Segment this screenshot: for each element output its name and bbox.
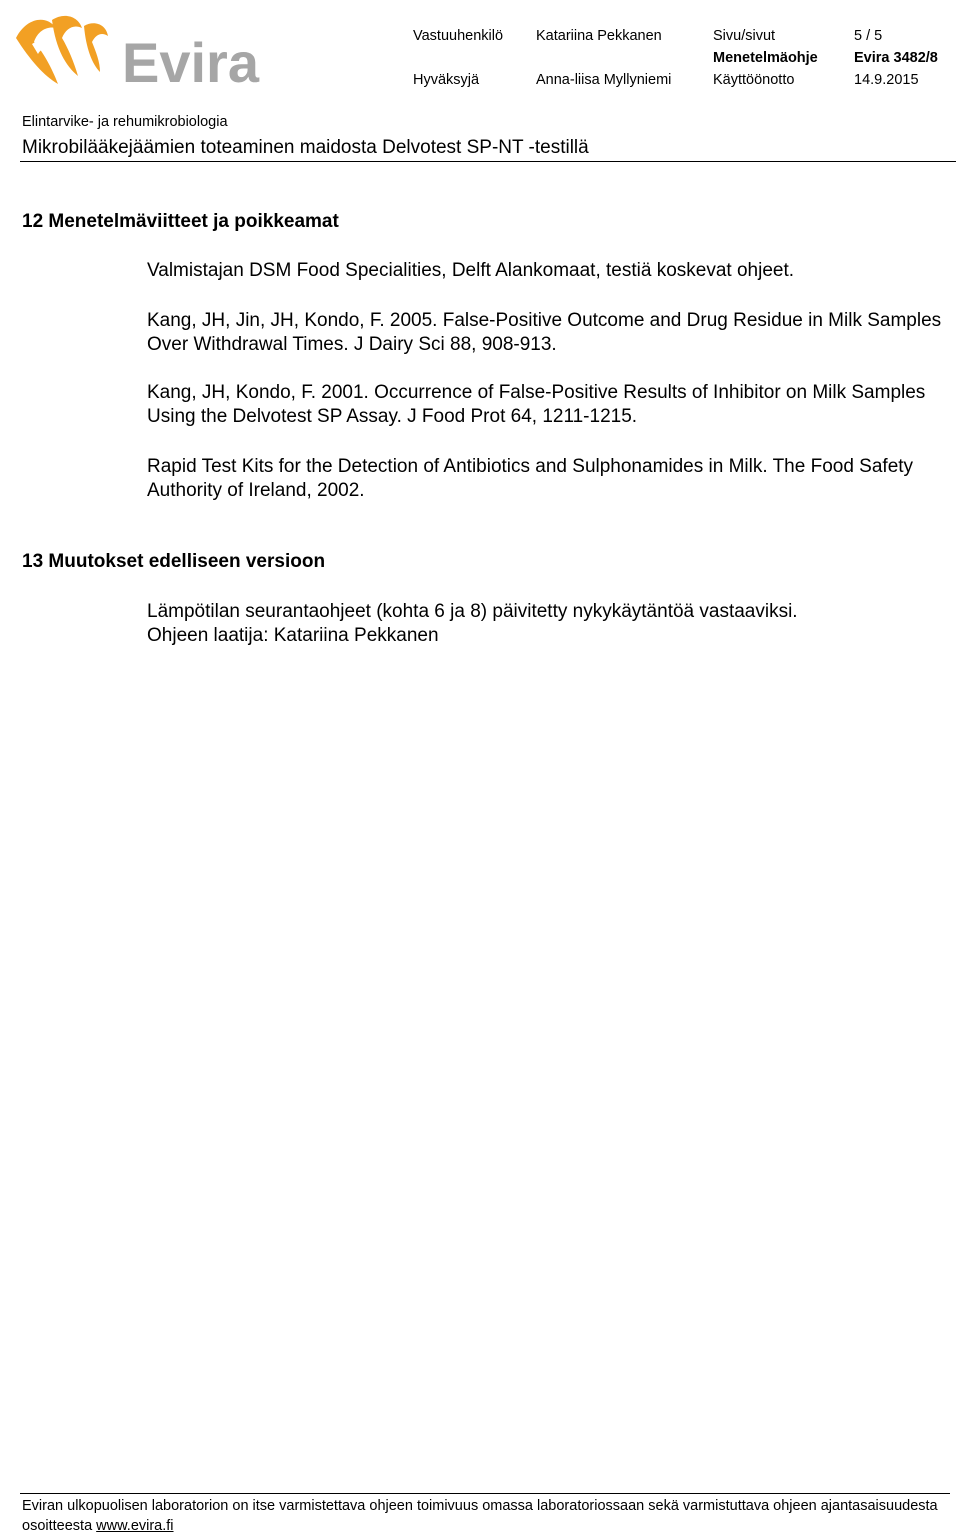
document-title: Mikrobilääkejäämien toteaminen maidosta Delvotest SP-NT -testillä: [22, 137, 589, 158]
reference-paragraph: Valmistajan DSM Food Specialities, Delft Alankomaat, testiä koskevat ohjeet.: [147, 260, 795, 281]
footer-text: Eviran ulkopuolisen laboratorion on itse varmistettava ohjeen toimivuus omassa laboratoriossaan sekä varmistuttava ohjeen ajantasaisuudesta osoitteesta: [22, 1498, 938, 1534]
section-heading: 12 Menetelmäviitteet ja poikkeamat: [22, 211, 339, 232]
logo-wordmark: Evira: [122, 31, 259, 90]
evira-logo: [12, 10, 264, 90]
meta-value-approver: Anna-liisa Myllyniemi: [536, 72, 672, 88]
reference-paragraph: Kang, JH, Kondo, F. 2001. Occurrence of False-Positive Results of Inhibitor on Milk Samples Using the Delvotest SP Assay. J Food Prot 64, 1211-1215.: [147, 382, 926, 427]
meta-value-doc-id: Evira 3482/8: [854, 50, 938, 66]
organization-unit: Elintarvike- ja rehumikrobiologia: [22, 114, 228, 130]
reference-paragraph: Kang, JH, Jin, JH, Kondo, F. 2005. False-Positive Outcome and Drug Residue in Milk Samples Over Withdrawal Times. J Dairy Sci 88, 908-913.: [147, 310, 942, 355]
meta-label-effective: Käyttöönotto: [713, 72, 795, 88]
meta-value-responsible: Katariina Pekkanen: [536, 28, 662, 44]
header-divider: [20, 161, 956, 162]
meta-label-pages: Sivu/sivut: [713, 28, 776, 44]
footer-divider: [20, 1493, 950, 1494]
reference-paragraph: Rapid Test Kits for the Detection of Antibiotics and Sulphonamides in Milk. The Food Safety Authority of Ireland, 2002.: [147, 456, 914, 501]
meta-value-effective-date: 14.9.2015: [854, 72, 919, 88]
meta-label-approver: Hyväksyjä: [413, 72, 480, 88]
footer-note: [22, 1496, 942, 1536]
meta-label-doc-type: Menetelmäohje: [713, 50, 818, 66]
author-paragraph: Ohjeen laatija: Katariina Pekkanen: [147, 625, 439, 646]
meta-label-responsible: Vastuuhenkilö: [413, 28, 504, 44]
change-paragraph: Lämpötilan seurantaohjeet (kohta 6 ja 8) päivitetty nykykäytäntöä vastaaviksi.: [147, 601, 798, 622]
footer-link[interactable]: www.evira.fi: [96, 1518, 174, 1534]
section-heading: 13 Muutokset edelliseen versioon: [22, 551, 326, 572]
meta-value-pages: 5 / 5: [854, 28, 883, 44]
logo-emblem-icon: [16, 16, 108, 84]
